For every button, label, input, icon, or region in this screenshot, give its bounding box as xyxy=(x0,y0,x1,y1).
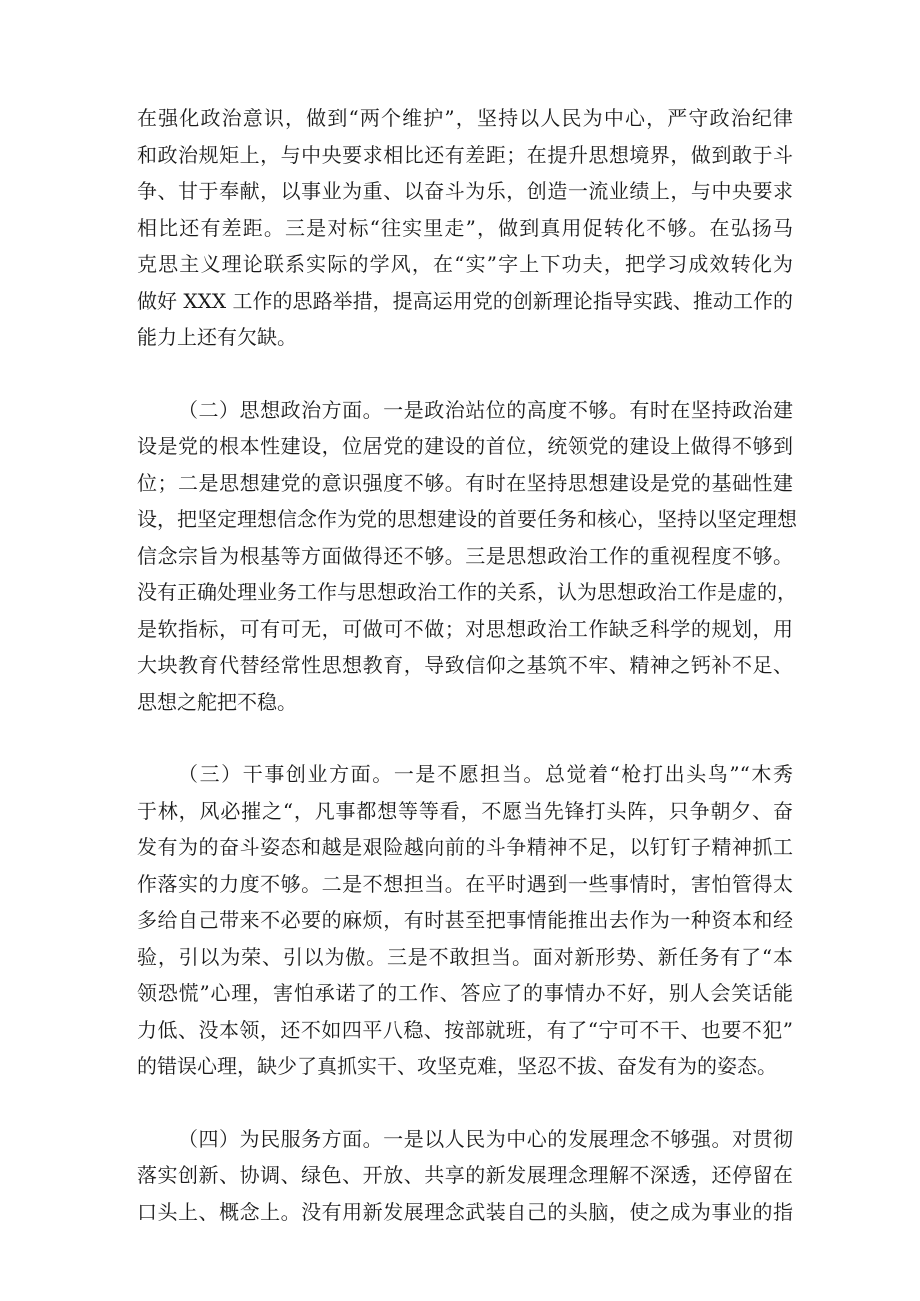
paragraph-serving-people xyxy=(137,1121,793,1231)
text-line: 作落实的力度不够。二是不想担当。在平时遇到一些事情时，害怕管得太 xyxy=(137,871,793,896)
text-line: 在强化政治意识，做到“两个维护”，坚持以人民为中心，严守政治纪律 xyxy=(137,106,793,130)
text-line: 思想之舵把不稳。 xyxy=(137,689,297,714)
text-line: 力低、没本领，还不如四平八稳、按部就班，有了“宁可不干、也要不犯” xyxy=(137,1017,793,1042)
text-line: 大块教育代替经常性思想教育，导致信仰之基筑不牢、精神之钙补不足、 xyxy=(137,653,793,677)
text-line: 领恐慌”心理，害怕承诺了的工作、答应了的事情办不好，别人会笑话能 xyxy=(137,981,793,1005)
text-line: （二）思想政治方面。一是政治站位的高度不够。有时在坚持政治建 xyxy=(178,397,793,422)
text-line: 验，引以为荣、引以为傲。三是不敢担当。面对新形势、新任务有了“本 xyxy=(137,944,793,969)
paragraph-entrepreneurship xyxy=(137,756,793,1085)
text-line: 设，把坚定理想信念作为党的思想建设的首要任务和核心，坚持以坚定理想 xyxy=(137,507,797,531)
text-line: 相比还有差距。三是对标“往实里走”，做到真用促转化不够。在弘扬马 xyxy=(137,215,793,240)
text-line: 设是党的根本性建设，位居党的建设的首位，统领党的建设上做得不够到 xyxy=(137,434,793,458)
text-line: 和政治规矩上，与中央要求相比还有差距；在提升思想境界，做到敢于斗 xyxy=(137,142,793,167)
text-line: 于林，风必摧之“，凡事都想等等看，不愿当先锋打头阵，只争朝夕、奋 xyxy=(137,798,793,823)
text-line: 争、甘于奉献，以事业为重、以奋斗为乐，创造一流业绩上，与中央要求 xyxy=(137,179,793,203)
text-line: 落实创新、协调、绿色、开放、共享的新发展理念理解不深透，还停留在 xyxy=(137,1163,793,1187)
paragraph-ideological-political xyxy=(137,392,797,721)
text-line: 位；二是思想建党的意识强度不够。有时在坚持思想建设是党的基础性建 xyxy=(137,470,793,495)
text-line: 做好 XXX 工作的思路举措，提高运用党的创新理论指导实践、推动工作的 xyxy=(137,288,793,313)
text-line: 信念宗旨为根基等方面做得还不够。三是思想政治工作的重视程度不够。 xyxy=(137,543,793,568)
text-line: 多给自己带来不必要的麻烦，有时甚至把事情能推出去作为一种资本和经 xyxy=(137,908,793,932)
text-line: 没有正确处理业务工作与思想政治工作的关系，认为思想政治工作是虚的， xyxy=(137,580,797,604)
text-line: 口头上、概念上。没有用新发展理念武装自己的头脑，使之成为事业的指 xyxy=(137,1199,793,1224)
paragraph-continued xyxy=(137,100,793,356)
document-page xyxy=(137,100,797,1230)
text-line: 发有为的奋斗姿态和越是艰险越向前的斗争精神不足，以钉钉子精神抓工 xyxy=(137,835,793,859)
text-line: （三）干事创业方面。一是不愿担当。总觉着“枪打出头鸟”“木秀 xyxy=(178,762,793,786)
text-line: 能力上还有欠缺。 xyxy=(137,325,297,349)
text-line: 克思主义理论联系实际的学风，在“实”字上下功夫，把学习成效转化为 xyxy=(137,252,793,276)
text-line: 的错误心理，缺少了真抓实干、攻坚克难，坚忍不拔、奋发有为的姿态。 xyxy=(137,1054,777,1078)
text-line: （四）为民服务方面。一是以人民为中心的发展理念不够强。对贯彻 xyxy=(178,1126,793,1151)
text-line: 是软指标，可有可无，可做可不做；对思想政治工作缺乏科学的规划，用 xyxy=(137,616,793,641)
